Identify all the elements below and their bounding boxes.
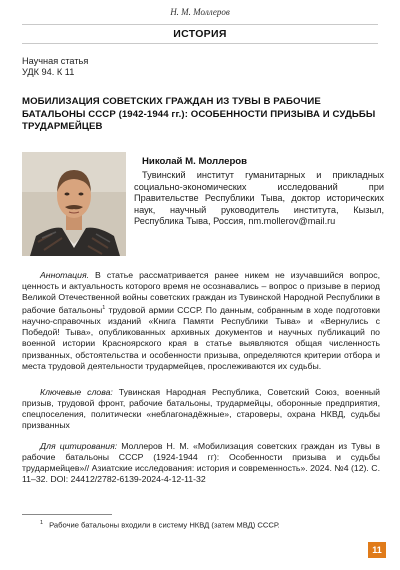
abstract-lead: Аннотация. <box>40 270 90 280</box>
citation-text: Моллеров Н. М. «Мобилизация советских граждан из Тувы в рабочие батальоны СССР (1924-1944 гг): Особенности призыва и судьбы трудармейцев»// Азиатские исследования: история и современность». 2024. №4 (12). С. 11–32. DOI: 24412/2782-6139-2024-4-12-11-32 <box>22 441 380 485</box>
author-block <box>134 156 384 228</box>
footnote-divider <box>22 514 112 515</box>
author-affiliation: Тувинский институт гуманитарных и прикладных социально-экономических исследований при Правительстве Республики Тыва, доктор исторических наук, научный руководитель института, Кызыл, Республика Тыва, Россия, nm.mollerov@mail.ru <box>134 170 384 226</box>
article-type: Научная статья <box>22 56 89 66</box>
abstract <box>22 270 380 372</box>
keywords-lead: Ключевые слова: <box>40 387 113 397</box>
footnote-reference[interactable]: 1 <box>102 305 106 312</box>
section-header: ИСТОРИЯ <box>22 24 378 44</box>
page-number: 11 <box>368 542 386 558</box>
citation <box>22 441 380 485</box>
footnote <box>40 520 280 530</box>
udk-code: УДК 94. К 11 <box>22 67 75 77</box>
author-portrait-image <box>22 152 126 256</box>
abstract-text-2: трудовой армии СССР. По данным, собранным в ходе подготовки научно-справочных изданий «Книга Памяти Республики Тыва» и «Вернулись с Победой! Тыва», опубликованных архивных документов и научных публикаций по военной истории Красноярского края в статье выявляются общая численность призванных, обстоятельства и особенности призыва, определяются критерии отбора и места трудовой деятельности трудармейцев, прослеживаются их судьбы. <box>22 305 380 371</box>
footnote-mark: 1 <box>40 520 44 526</box>
citation-lead: Для цитирования: <box>40 441 118 451</box>
running-head: Н. М. Моллеров <box>170 7 230 17</box>
footnote-text: Рабочие батальоны входили в систему НКВД (затем МВД) СССР. <box>49 520 280 530</box>
abstract-text-1: В статье рассматривается ранее никем не изучавшийся вопрос, ценность и актуальность которого время не осознавались – вопрос о призыве в период Великой Отечественной войны советских граждан из Тувинской Народной Республики в рабочие батальоны <box>22 270 380 316</box>
keywords <box>22 387 380 431</box>
article-title: МОБИЛИЗАЦИЯ СОВЕТСКИХ ГРАЖДАН ИЗ ТУВЫ В РАБОЧИЕ БАТАЛЬОНЫ СССР (1942-1944 гг.): ОСОБЕННОСТИ ПРИЗЫВА И СУДЬБЫ ТРУДАРМЕЙЦЕВ <box>22 96 376 133</box>
keywords-text: Тувинская Народная Республика, Советский Союз, военный призыв, трудовой фронт, рабочие батальоны, трудармейцы, оборонные предприятия, спецпоселения, политически «неблагонадёжные», староверы, охрана НКВД, судьбы призванных <box>22 387 381 431</box>
author-photo <box>22 152 126 256</box>
author-name: Николай М. Моллеров <box>142 156 248 167</box>
